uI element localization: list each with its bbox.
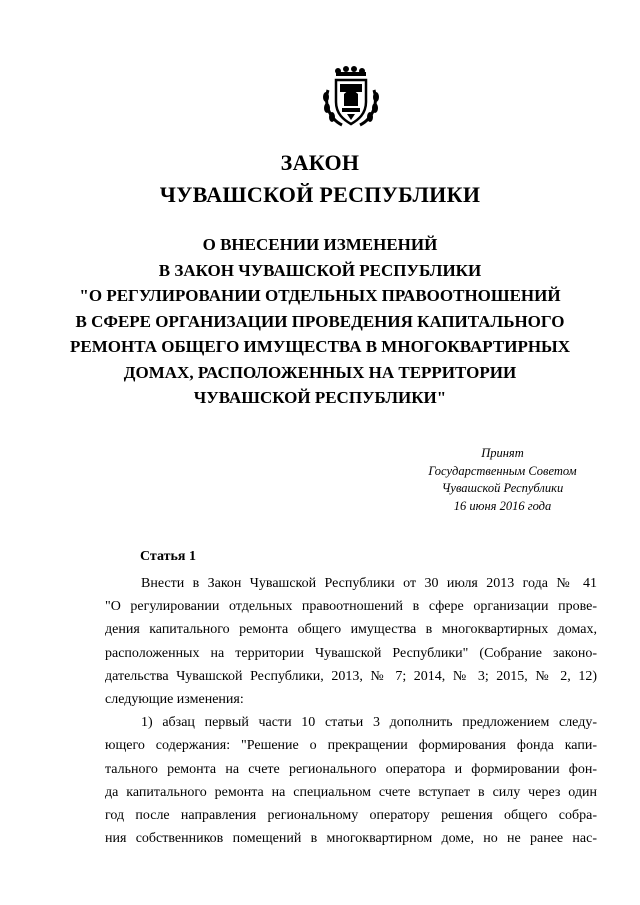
body-line: дения капитального ремонта общего имущества в многоквартирных домах, <box>105 622 597 638</box>
subtitle-line: В ЗАКОН ЧУВАШСКОЙ РЕСПУБЛИКИ <box>158 260 482 280</box>
body-line: Внести в Закон Чувашской Республики от 30 июля 2013 года № 41 <box>141 576 597 591</box>
body-line: год после направления региональному оператору решения общего собра- <box>105 807 597 823</box>
body-line: да капитального ремонта на специальном счете вступает в силу через один <box>105 784 597 800</box>
adoption-date: 16 июня 2016 года <box>453 498 552 513</box>
law-subtitle <box>0 232 640 411</box>
adoption-line: Государственным Советом <box>428 463 577 478</box>
body-line: следующие изменения: <box>105 691 244 707</box>
subtitle-line: В СФЕРЕ ОРГАНИЗАЦИИ ПРОВЕДЕНИЯ КАПИТАЛЬНОГО <box>75 311 565 331</box>
law-title-republic: ЧУВАШСКОЙ РЕСПУБЛИКИ <box>159 182 481 207</box>
subtitle-line: О ВНЕСЕНИИ ИЗМЕНЕНИЙ <box>202 235 438 254</box>
subtitle-line: "О РЕГУЛИРОВАНИИ ОТДЕЛЬНЫХ ПРАВООТНОШЕНИЙ <box>79 286 561 305</box>
body-line: тального ремонта на счете регионального оператора и формировании фон- <box>105 761 597 777</box>
article-heading: Статья 1 <box>140 549 196 564</box>
body-line: ния собственников помещений в многоквартирном доме, но не ранее нас- <box>105 831 597 847</box>
adoption-line: Принят <box>481 446 524 460</box>
body-line: расположенных на территории Чувашской Республики" (Собрание законо- <box>105 645 597 661</box>
adoption-note <box>380 445 625 515</box>
body-line: "О регулировании отдельных правоотношений в сфере организации прове- <box>105 599 597 615</box>
body-line: дательства Чувашской Республики, 2013, № 7; 2014, № 3; 2015, № 2, 12) <box>105 668 597 684</box>
subtitle-line: ДОМАХ, РАСПОЛОЖЕННЫХ НА ТЕРРИТОРИИ <box>123 362 517 382</box>
body-line: 1) абзац первый части 10 статьи 3 дополнить предложением следу- <box>141 715 597 731</box>
subtitle-line: РЕМОНТА ОБЩЕГО ИМУЩЕСТВА В МНОГОКВАРТИРНЫХ <box>69 337 571 356</box>
article-body <box>105 572 597 850</box>
coat-of-arms-icon <box>316 62 386 132</box>
body-line: ющего содержания: "Решение о прекращении формирования фонда капи- <box>105 738 597 754</box>
subtitle-line: ЧУВАШСКОЙ РЕСПУБЛИКИ" <box>193 388 447 407</box>
law-title: ЗАКОН <box>280 150 360 175</box>
adoption-line: Чувашской Республики <box>441 481 564 495</box>
